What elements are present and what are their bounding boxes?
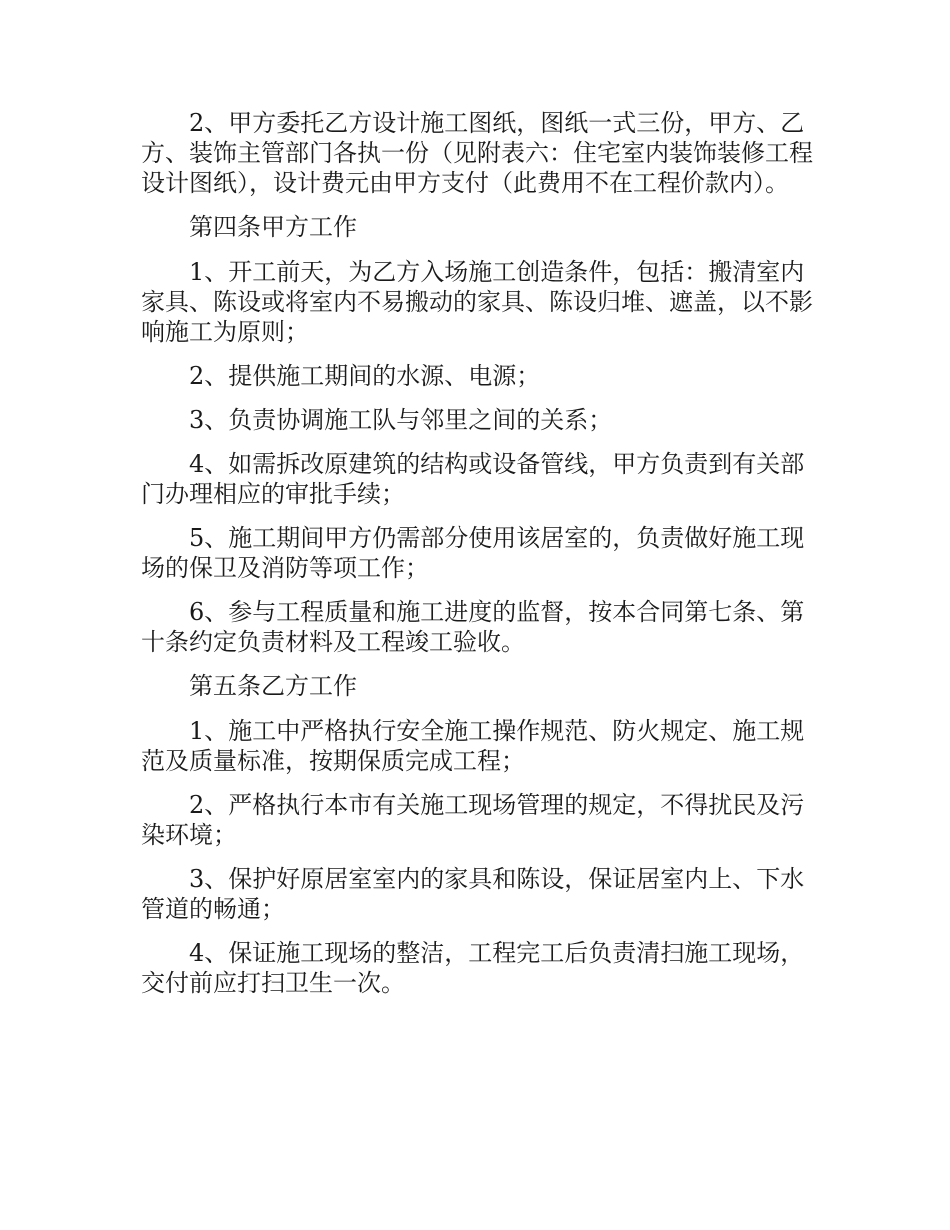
article-5-item-1: 1、施工中严格执行安全施工操作规范、防火规定、施工规范及质量标准，按期保质完成工程；: [141, 717, 805, 775]
article-4-heading: 第四条甲方工作: [189, 213, 357, 241]
article-4-item-2: 2、提供施工期间的水源、电源；: [189, 362, 541, 390]
article-4-item-1: 1、开工前天，为乙方入场施工创造条件，包括：搬清室内家具、陈设或将室内不易搬动的家具、陈设归堆、遮盖，以不影响施工为原则；: [141, 258, 813, 346]
clause-3-item-2: 2、甲方委托乙方设计施工图纸，图纸一式三份，甲方、乙方、装饰主管部门各执一份（见附表六：住宅室内装饰装修工程设计图纸），设计费元由甲方支付（此费用不在工程价款内）。: [141, 109, 813, 197]
article-4-item-4: 4、如需拆改原建筑的结构或设备管线，甲方负责到有关部门办理相应的审批手续；: [141, 450, 805, 508]
document-page: [141, 108, 813, 1012]
article-5-item-3: 3、保护好原居室室内的家具和陈设，保证居室内上、下水管道的畅通；: [141, 865, 805, 923]
article-4-item-6: 6、参与工程质量和施工进度的监督，按本合同第七条、第十条约定负责材料及工程竣工验收。: [141, 598, 805, 656]
article-4-item-5: 5、施工期间甲方仍需部分使用该居室的，负责做好施工现场的保卫及消防等项工作；: [141, 524, 805, 582]
article-5-heading: 第五条乙方工作: [189, 672, 357, 700]
article-5-item-2: 2、严格执行本市有关施工现场管理的规定，不得扰民及污染环境；: [141, 791, 805, 849]
article-4-item-3: 3、负责协调施工队与邻里之间的关系；: [189, 406, 613, 434]
article-5-item-4: 4、保证施工现场的整洁，工程完工后负责清扫施工现场，交付前应打扫卫生一次。: [141, 939, 805, 997]
